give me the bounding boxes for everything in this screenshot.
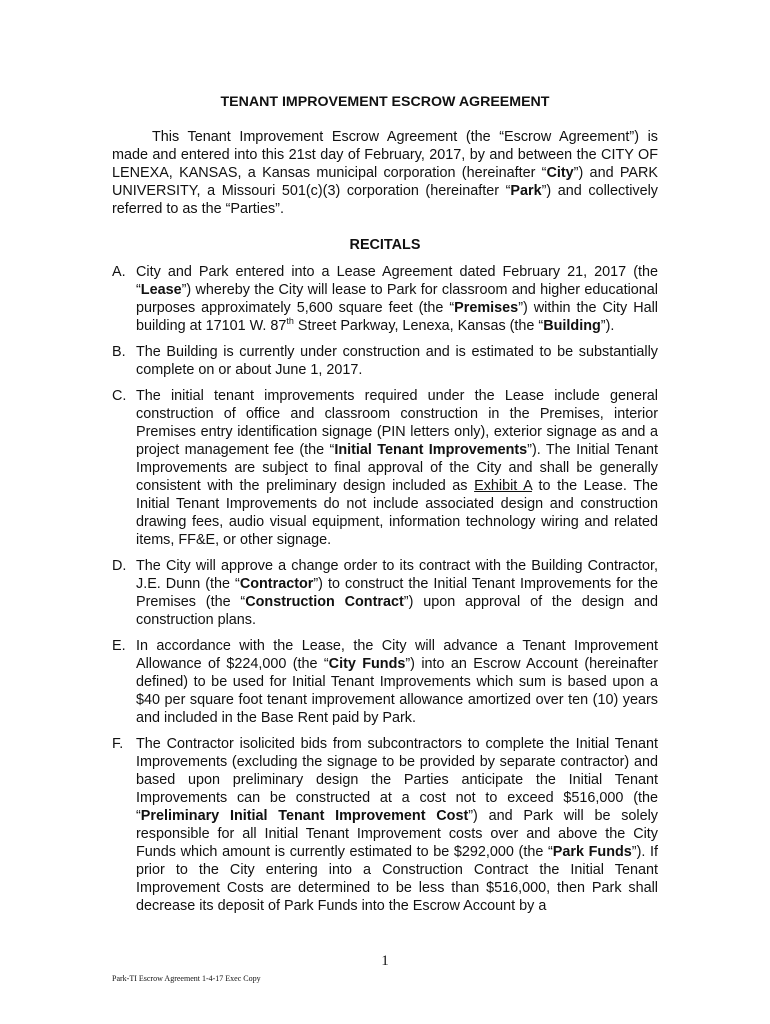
recital-item — [112, 263, 658, 335]
recital-letter: E. — [112, 638, 126, 654]
recital-item — [112, 557, 658, 629]
recital-letter: B. — [112, 344, 126, 360]
ordinal-suffix: th — [286, 316, 294, 327]
text-run: ”) into an Escrow Account (hereinafter defined) to be used for Initial Tenant Improvements which sum is based upon a $40 per square foot tenant improvement allowance amortized over ten (10) years and included in the Base Rent paid by Park. — [136, 656, 658, 726]
text-run: ”). If prior to the City entering into a Construction Contract the Initial Tenant Improvement Costs are determined to be less than $516,000, then Park shall decrease its deposit of Park Funds into the Escrow Account by a — [136, 844, 658, 914]
recital-letter: C. — [112, 388, 127, 404]
defined-term: Construction Contract — [245, 594, 404, 610]
defined-term: Park Funds — [552, 844, 632, 860]
text-run: to the Lease. The Initial Tenant Improvements do not include associated design and construction drawing fees, audio visual equipment, information technology wiring and related items, FF&E, or other signage. — [136, 478, 658, 548]
defined-term: Park — [510, 183, 542, 199]
exhibit-reference: Exhibit A — [474, 478, 532, 494]
recital-item — [112, 343, 658, 379]
text-run: This Tenant Improvement Escrow Agreement (the “Escrow Agreement”) is made and entered into this 21st day of February, 2017, by and between the CITY OF LENEXA, KANSAS, a Kansas municipal corporation (hereinafter “ — [112, 129, 658, 181]
page-number: 1 — [381, 953, 389, 969]
intro-paragraph — [112, 128, 658, 218]
text-run: The initial tenant improvements required under the Lease include general construction of office and classroom construction in the Premises, interior Premises entry identification signage (PIN letters only), exterior signage as and a project management fee (the “ — [136, 388, 658, 458]
recital-text — [136, 735, 658, 915]
text-run: ”) to construct the Initial Tenant Improvements for the Premises (the “ — [136, 576, 658, 610]
defined-term: Initial Tenant Improvements — [334, 442, 528, 458]
defined-term: City Funds — [328, 656, 406, 672]
recital-text — [136, 263, 658, 335]
recital-item — [112, 637, 658, 727]
recital-letter: A. — [112, 264, 126, 280]
defined-term: Lease — [140, 282, 182, 298]
defined-term: City — [546, 165, 574, 181]
text-run: ”) within the City Hall building at 17101 W. 87 — [136, 300, 658, 334]
recital-letter: D. — [112, 558, 127, 574]
text-run: The Contractor isolicited bids from subcontractors to complete the Initial Tenant Improvements (excluding the signage to be provided by separate contractor) and based upon preliminary design the Parties anticipate the Initial Tenant Improvements can be constructed at a cost not to exceed $516,000 (the “ — [136, 736, 658, 824]
defined-term: Preliminary Initial Tenant Improvement Cost — [140, 808, 469, 824]
text-run: ”) whereby the City will lease to Park for classroom and higher educational purposes approximately 5,600 square feet (the “ — [136, 282, 658, 316]
recital-text — [136, 557, 658, 629]
defined-term: Building — [543, 318, 601, 334]
recitals-heading: RECITALS — [349, 237, 421, 253]
recitals-list — [112, 263, 658, 923]
footer-label: Park-TI Escrow Agreement 1-4-17 Exec Copy — [112, 974, 261, 983]
recital-text — [136, 343, 658, 379]
text-run: ”) upon approval of the design and construction plans. — [136, 594, 659, 628]
text-run: City and Park entered into a Lease Agreement dated February 21, 2017 (the “ — [136, 264, 658, 298]
recital-item — [112, 387, 658, 549]
text-run: ”). — [600, 318, 615, 334]
recital-text — [136, 637, 658, 727]
text-run: ”) and collectively referred to as the “Parties”. — [112, 183, 658, 217]
text-run: Street Parkway, Lenexa, Kansas (the “ — [293, 318, 544, 334]
text-run: The City will approve a change order to its contract with the Building Contractor, J.E. Dunn (the “ — [136, 558, 658, 592]
text-run: ”). The Initial Tenant Improvements are subject to final approval of the City and shall be generally consistent with the preliminary design included as — [136, 442, 658, 494]
text-run: ”) and Park will be solely responsible for all Initial Tenant Improvement costs over and above the City Funds which amount is currently estimated to be $292,000 (the “ — [136, 808, 659, 860]
document-title: TENANT IMPROVEMENT ESCROW AGREEMENT — [220, 94, 550, 110]
recital-item — [112, 735, 658, 915]
defined-term: Premises — [454, 300, 519, 316]
recital-letter: F. — [112, 736, 124, 752]
text-run: In accordance with the Lease, the City will advance a Tenant Improvement Allowance of $224,000 (the “ — [136, 638, 658, 672]
text-run: The Building is currently under construction and is estimated to be substantially complete on or about June 1, 2017. — [136, 344, 658, 378]
text-run: ”) and PARK UNIVERSITY, a Missouri 501(c)(3) corporation (hereinafter “ — [112, 165, 658, 199]
defined-term: Contractor — [239, 576, 314, 592]
recital-text — [136, 387, 658, 549]
